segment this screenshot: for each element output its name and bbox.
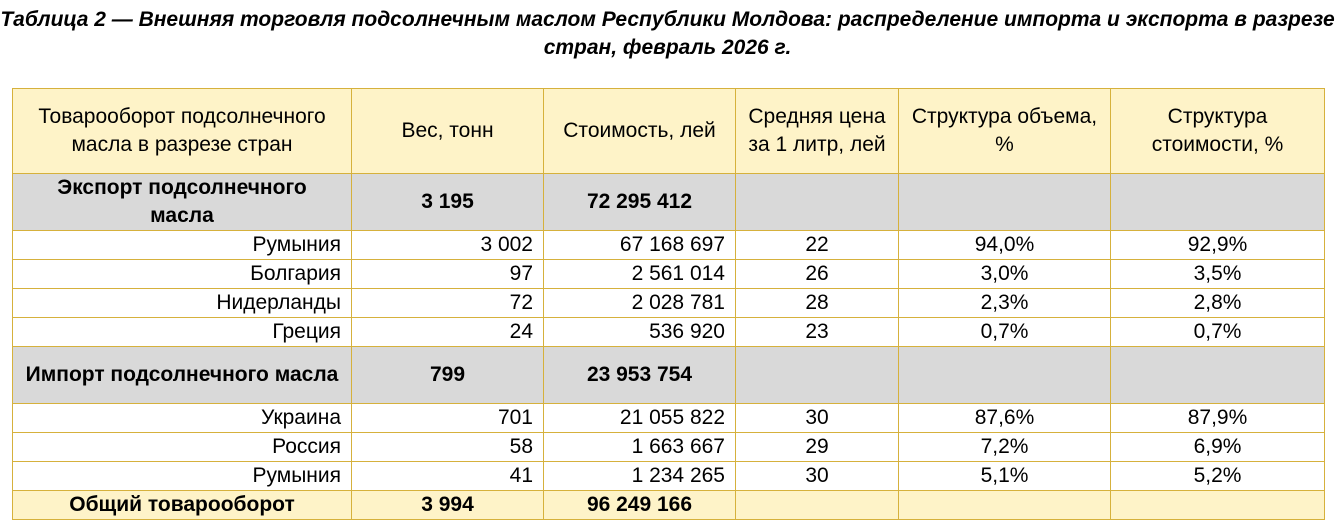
value-cell: 1 663 667 [544, 433, 736, 462]
weight-cell: 701 [352, 404, 544, 433]
header-value-share: Структура стоимости, % [1111, 89, 1325, 174]
country-cell: Греция [13, 318, 352, 347]
header-value: Стоимость, лей [544, 89, 736, 174]
export-label: Экспорт подсолнечного масла [13, 174, 352, 231]
country-cell: Болгария [13, 260, 352, 289]
header-avg-price: Средняя цена за 1 литр, лей [736, 89, 899, 174]
value-cell: 2 561 014 [544, 260, 736, 289]
header-weight: Вес, тонн [352, 89, 544, 174]
value-cell: 2 028 781 [544, 289, 736, 318]
volume-share-cell: 94,0% [899, 231, 1111, 260]
price-cell: 30 [736, 462, 899, 491]
table-row [13, 318, 1325, 347]
weight-cell: 97 [352, 260, 544, 289]
value-cell: 536 920 [544, 318, 736, 347]
country-cell: Россия [13, 433, 352, 462]
table-row [13, 231, 1325, 260]
export-weight: 3 195 [352, 174, 544, 231]
weight-cell: 41 [352, 462, 544, 491]
export-group-row [13, 174, 1325, 231]
header-turnover: Товарооборот подсолнечного масла в разрезе стран [13, 89, 352, 174]
trade-table [12, 88, 1325, 520]
import-label: Импорт подсолнечного масла [13, 347, 352, 404]
value-cell: 21 055 822 [544, 404, 736, 433]
price-cell: 22 [736, 231, 899, 260]
table-row [13, 260, 1325, 289]
import-weight: 799 [352, 347, 544, 404]
table-row [13, 404, 1325, 433]
country-cell: Румыния [13, 231, 352, 260]
header-row [13, 89, 1325, 174]
value-share-cell: 3,5% [1111, 260, 1325, 289]
volume-share-cell: 0,7% [899, 318, 1111, 347]
table-row [13, 462, 1325, 491]
country-cell: Нидерланды [13, 289, 352, 318]
weight-cell: 3 002 [352, 231, 544, 260]
value-cell: 1 234 265 [544, 462, 736, 491]
table-row [13, 433, 1325, 462]
price-cell: 23 [736, 318, 899, 347]
value-cell: 67 168 697 [544, 231, 736, 260]
volume-share-cell: 7,2% [899, 433, 1111, 462]
import-group-row [13, 347, 1325, 404]
volume-share-cell: 3,0% [899, 260, 1111, 289]
total-label: Общий товарооборот [13, 491, 352, 520]
value-share-cell: 2,8% [1111, 289, 1325, 318]
volume-share-cell: 87,6% [899, 404, 1111, 433]
value-share-cell: 6,9% [1111, 433, 1325, 462]
value-share-cell: 92,9% [1111, 231, 1325, 260]
total-value: 96 249 166 [544, 491, 736, 520]
country-cell: Румыния [13, 462, 352, 491]
price-cell: 30 [736, 404, 899, 433]
table-row [13, 289, 1325, 318]
value-share-cell: 0,7% [1111, 318, 1325, 347]
value-share-cell: 5,2% [1111, 462, 1325, 491]
price-cell: 26 [736, 260, 899, 289]
weight-cell: 58 [352, 433, 544, 462]
total-weight: 3 994 [352, 491, 544, 520]
price-cell: 29 [736, 433, 899, 462]
price-cell: 28 [736, 289, 899, 318]
table-title: Таблица 2 — Внешняя торговля подсолнечным маслом Республики Молдова: распределение импорта и экспорта в разрезе стран, февраль 2026 г. [0, 8, 1335, 59]
volume-share-cell: 5,1% [899, 462, 1111, 491]
export-value: 72 295 412 [544, 174, 736, 231]
weight-cell: 24 [352, 318, 544, 347]
volume-share-cell: 2,3% [899, 289, 1111, 318]
header-volume-share: Структура объема, % [899, 89, 1111, 174]
value-share-cell: 87,9% [1111, 404, 1325, 433]
total-row [13, 491, 1325, 520]
country-cell: Украина [13, 404, 352, 433]
import-value: 23 953 754 [544, 347, 736, 404]
weight-cell: 72 [352, 289, 544, 318]
